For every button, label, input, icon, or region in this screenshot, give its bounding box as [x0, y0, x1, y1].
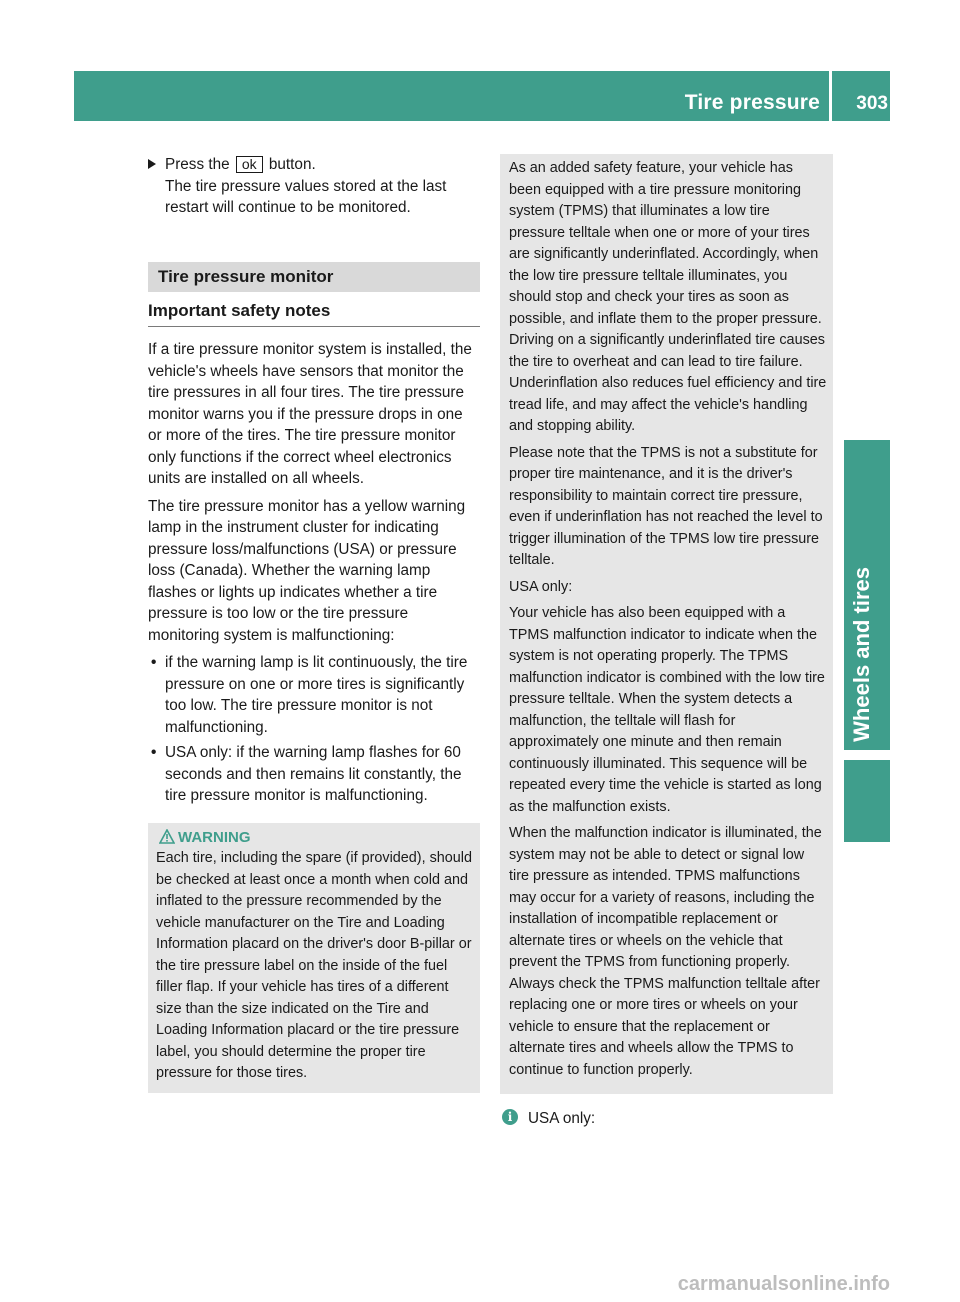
- warning-triangle-icon: [159, 829, 175, 844]
- paragraph: Please note that the TPMS is not a substitute for proper tire maintenance, and it is the driver's responsibility to maintain correct tire pressure, even if underinflation has not reached the level to trigger illumination of the TPMS low tire pressure telltale.: [509, 444, 823, 568]
- list-item-text: if the warning lamp is lit continuously, the tire pressure on one or more tires is significantly too low. The tire pressure monitor is not malfunctioning.: [165, 654, 468, 736]
- paragraph: Your vehicle has also been equipped with a TPMS malfunction indicator to indicate when the system is not operating properly. The TPMS malfunction indicator is combined with the low tire pressure telltale. When the system detects a malfunction, the telltale will flash for approximately one minute and then remain continuously illuminated. This sequence will be repeated every time the vehicle is started as long as the malfunction exists.: [509, 605, 825, 815]
- note-text: USA only:: [528, 1110, 596, 1127]
- header-divider: [829, 71, 832, 121]
- info-icon: i: [502, 1109, 518, 1125]
- tpms-info-box: [500, 154, 833, 1094]
- step-text-before: Press the: [165, 156, 230, 173]
- list-item: [148, 742, 480, 807]
- bullet-icon: •: [151, 654, 157, 671]
- side-tab: [844, 440, 890, 750]
- warning-heading: [156, 827, 473, 849]
- side-tab-label: Wheels and tires: [849, 567, 874, 742]
- paragraph: USA only:: [509, 578, 573, 595]
- side-tab-marker: [844, 760, 890, 842]
- note: [500, 1108, 833, 1130]
- warning-title: WARNING: [178, 828, 251, 846]
- paragraph: The tire pressure monitor has a yellow warning lamp in the instrument cluster for indicating pressure loss/malfunctions (USA) or pressure loss (Canada). Whether the warning lamp flashes or lights up indicates whether a tire pressure is too low or the tire pressure monitoring system is malfunctioning:: [148, 497, 466, 644]
- paragraph: When the malfunction indicator is illuminated, the system may not be able to detect or signal low tire pressure as intended. TPMS malfunctions may occur for a variety of reasons, including the installation of incompatible replacement or alternate tires or wheels on the vehicle that prevent the TPMS from functioning properly. Always check the TPMS malfunction telltale after replacing one or more tires or wheels on your vehicle to ensure that the replacement or alternate tires and wheels allow the TPMS to continue to function properly.: [509, 825, 822, 1078]
- step-detail: The tire pressure values stored at the last restart will continue to be monitored.: [165, 177, 447, 216]
- subheading: Important safety notes: [148, 300, 480, 328]
- left-column: [148, 154, 480, 1093]
- list-item: [148, 652, 480, 738]
- right-column: [500, 154, 833, 1130]
- page-number: 303: [856, 93, 888, 114]
- watermark: carmanualsonline.info: [677, 1273, 890, 1295]
- paragraph: As an added safety feature, your vehicle has been equipped with a tire pressure monitoring system (TPMS) that illuminates a low tire pressure telltale when one or more of your tires are significantly underinflated. Accordingly, when the low tire pressure telltale illuminates, you should stop and check your tires as soon as possible, and inflate them to the proper pressure. Driving on a significantly underinflated tire causes the tire to overheat and can lead to tire failure. Underinflation also reduces fuel efficiency and tire tread life, and may affect the vehicle's handling and stopping ability.: [509, 160, 827, 434]
- page-header: [74, 71, 890, 121]
- ok-key-symbol: ok: [236, 156, 263, 173]
- section-title: Tire pressure monitor: [148, 262, 480, 292]
- warning-text: Each tire, including the spare (if provided), should be checked at least once a month when cold and inflated to the pressure recommended by the vehicle manufacturer on the Tire and Loading Information placard on the driver's door B-pillar or the tire pressure label on the inside of the fuel filler flap. If your vehicle has tires of a different size than the size indicated on the Tire and Loading Information placard or the tire pressure label, you should determine the proper tire pressure for those tires.: [156, 850, 472, 1081]
- step-arrow-icon: [148, 159, 156, 169]
- bullet-icon: •: [151, 744, 157, 761]
- warning-box: [148, 823, 480, 1093]
- step-instruction: [148, 154, 480, 219]
- list-item-text: USA only: if the warning lamp flashes for 60 seconds and then remains lit constantly, the tire pressure monitor is malfunctioning.: [165, 744, 462, 804]
- chapter-title: Tire pressure: [684, 91, 820, 114]
- paragraph: If a tire pressure monitor system is installed, the vehicle's wheels have sensors that monitor the tire pressures in all four tires. The tire pressure monitor warns you if the pressure drops in one or more of the tires. The tire pressure monitor only functions if the correct wheel electronics units are installed on all wheels.: [148, 341, 472, 487]
- step-text-after: button.: [268, 156, 316, 173]
